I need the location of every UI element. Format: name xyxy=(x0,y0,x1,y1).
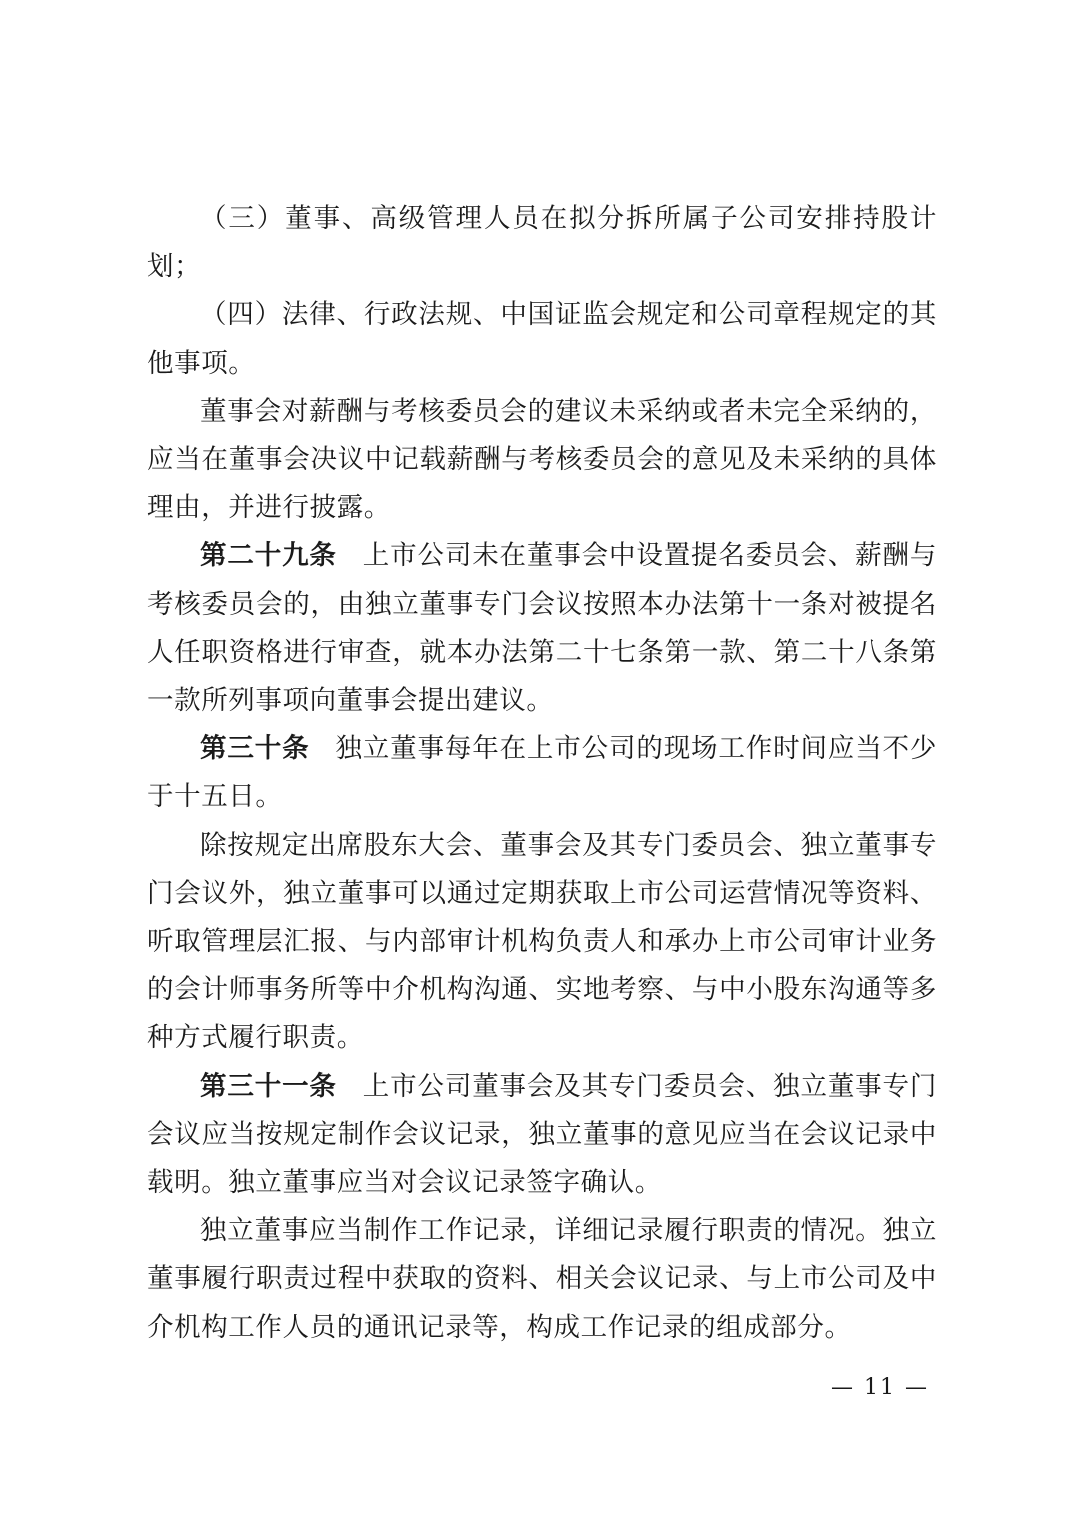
paragraph-text: 上市公司董事会及其专门委员会、独立董事专门会议应当按规定制作会议记录，独立董事的意见应当在会议记录中载明。独立董事应当对会议记录签字确认。 xyxy=(147,1070,937,1199)
paragraph-text: 除按规定出席股东大会、董事会及其专门委员会、独立董事专门会议外，独立董事可以通过定期获取上市公司运营情况等资料、听取管理层汇报、与内部审计机构负责人和承办上市公司审计业务的会计师事务所等中介机构沟通、实地考察、与中小股东沟通等多种方式履行职责。 xyxy=(147,829,937,1054)
article-number: 第二十九条 xyxy=(200,540,337,572)
paragraph-text: 独立董事应当制作工作记录，详细记录履行职责的情况。独立董事履行职责过程中获取的资料、相关会议记录、与上市公司及中介机构工作人员的通讯记录等，构成工作记录的组成部分。 xyxy=(147,1215,937,1343)
article-29 xyxy=(147,532,937,725)
article-31 xyxy=(147,1063,937,1208)
document-body xyxy=(147,195,937,1352)
article-30 xyxy=(147,725,937,821)
paragraph-work-records xyxy=(147,1207,937,1352)
paragraph-text: （三）董事、高级管理人员在拟分拆所属子公司安排持股计划； xyxy=(147,203,937,283)
paragraph-text: （四）法律、行政法规、中国证监会规定和公司章程规定的其他事项。 xyxy=(147,299,937,379)
paragraph-text: 独立董事每年在上市公司的现场工作时间应当不少于十五日。 xyxy=(147,733,938,813)
paragraph-item-3 xyxy=(147,195,937,291)
page-number: — 11 — xyxy=(831,1375,929,1400)
paragraph-duties-methods xyxy=(147,822,937,1063)
article-number: 第三十一条 xyxy=(200,1070,337,1102)
paragraph-board-response xyxy=(147,388,937,533)
paragraph-text: 上市公司未在董事会中设置提名委员会、薪酬与考核委员会的，由独立董事专门会议按照本办法第十一条对被提名人任职资格进行审查，就本办法第二十七条第一款、第二十八条第一款所列事项向董事会提出建议。 xyxy=(147,540,937,717)
paragraph-text: 董事会对薪酬与考核委员会的建议未采纳或者未完全采纳的，应当在董事会决议中记载薪酬与考核委员会的意见及未采纳的具体理由，并进行披露。 xyxy=(147,395,937,524)
paragraph-item-4 xyxy=(147,291,937,387)
article-number: 第三十条 xyxy=(200,733,310,765)
